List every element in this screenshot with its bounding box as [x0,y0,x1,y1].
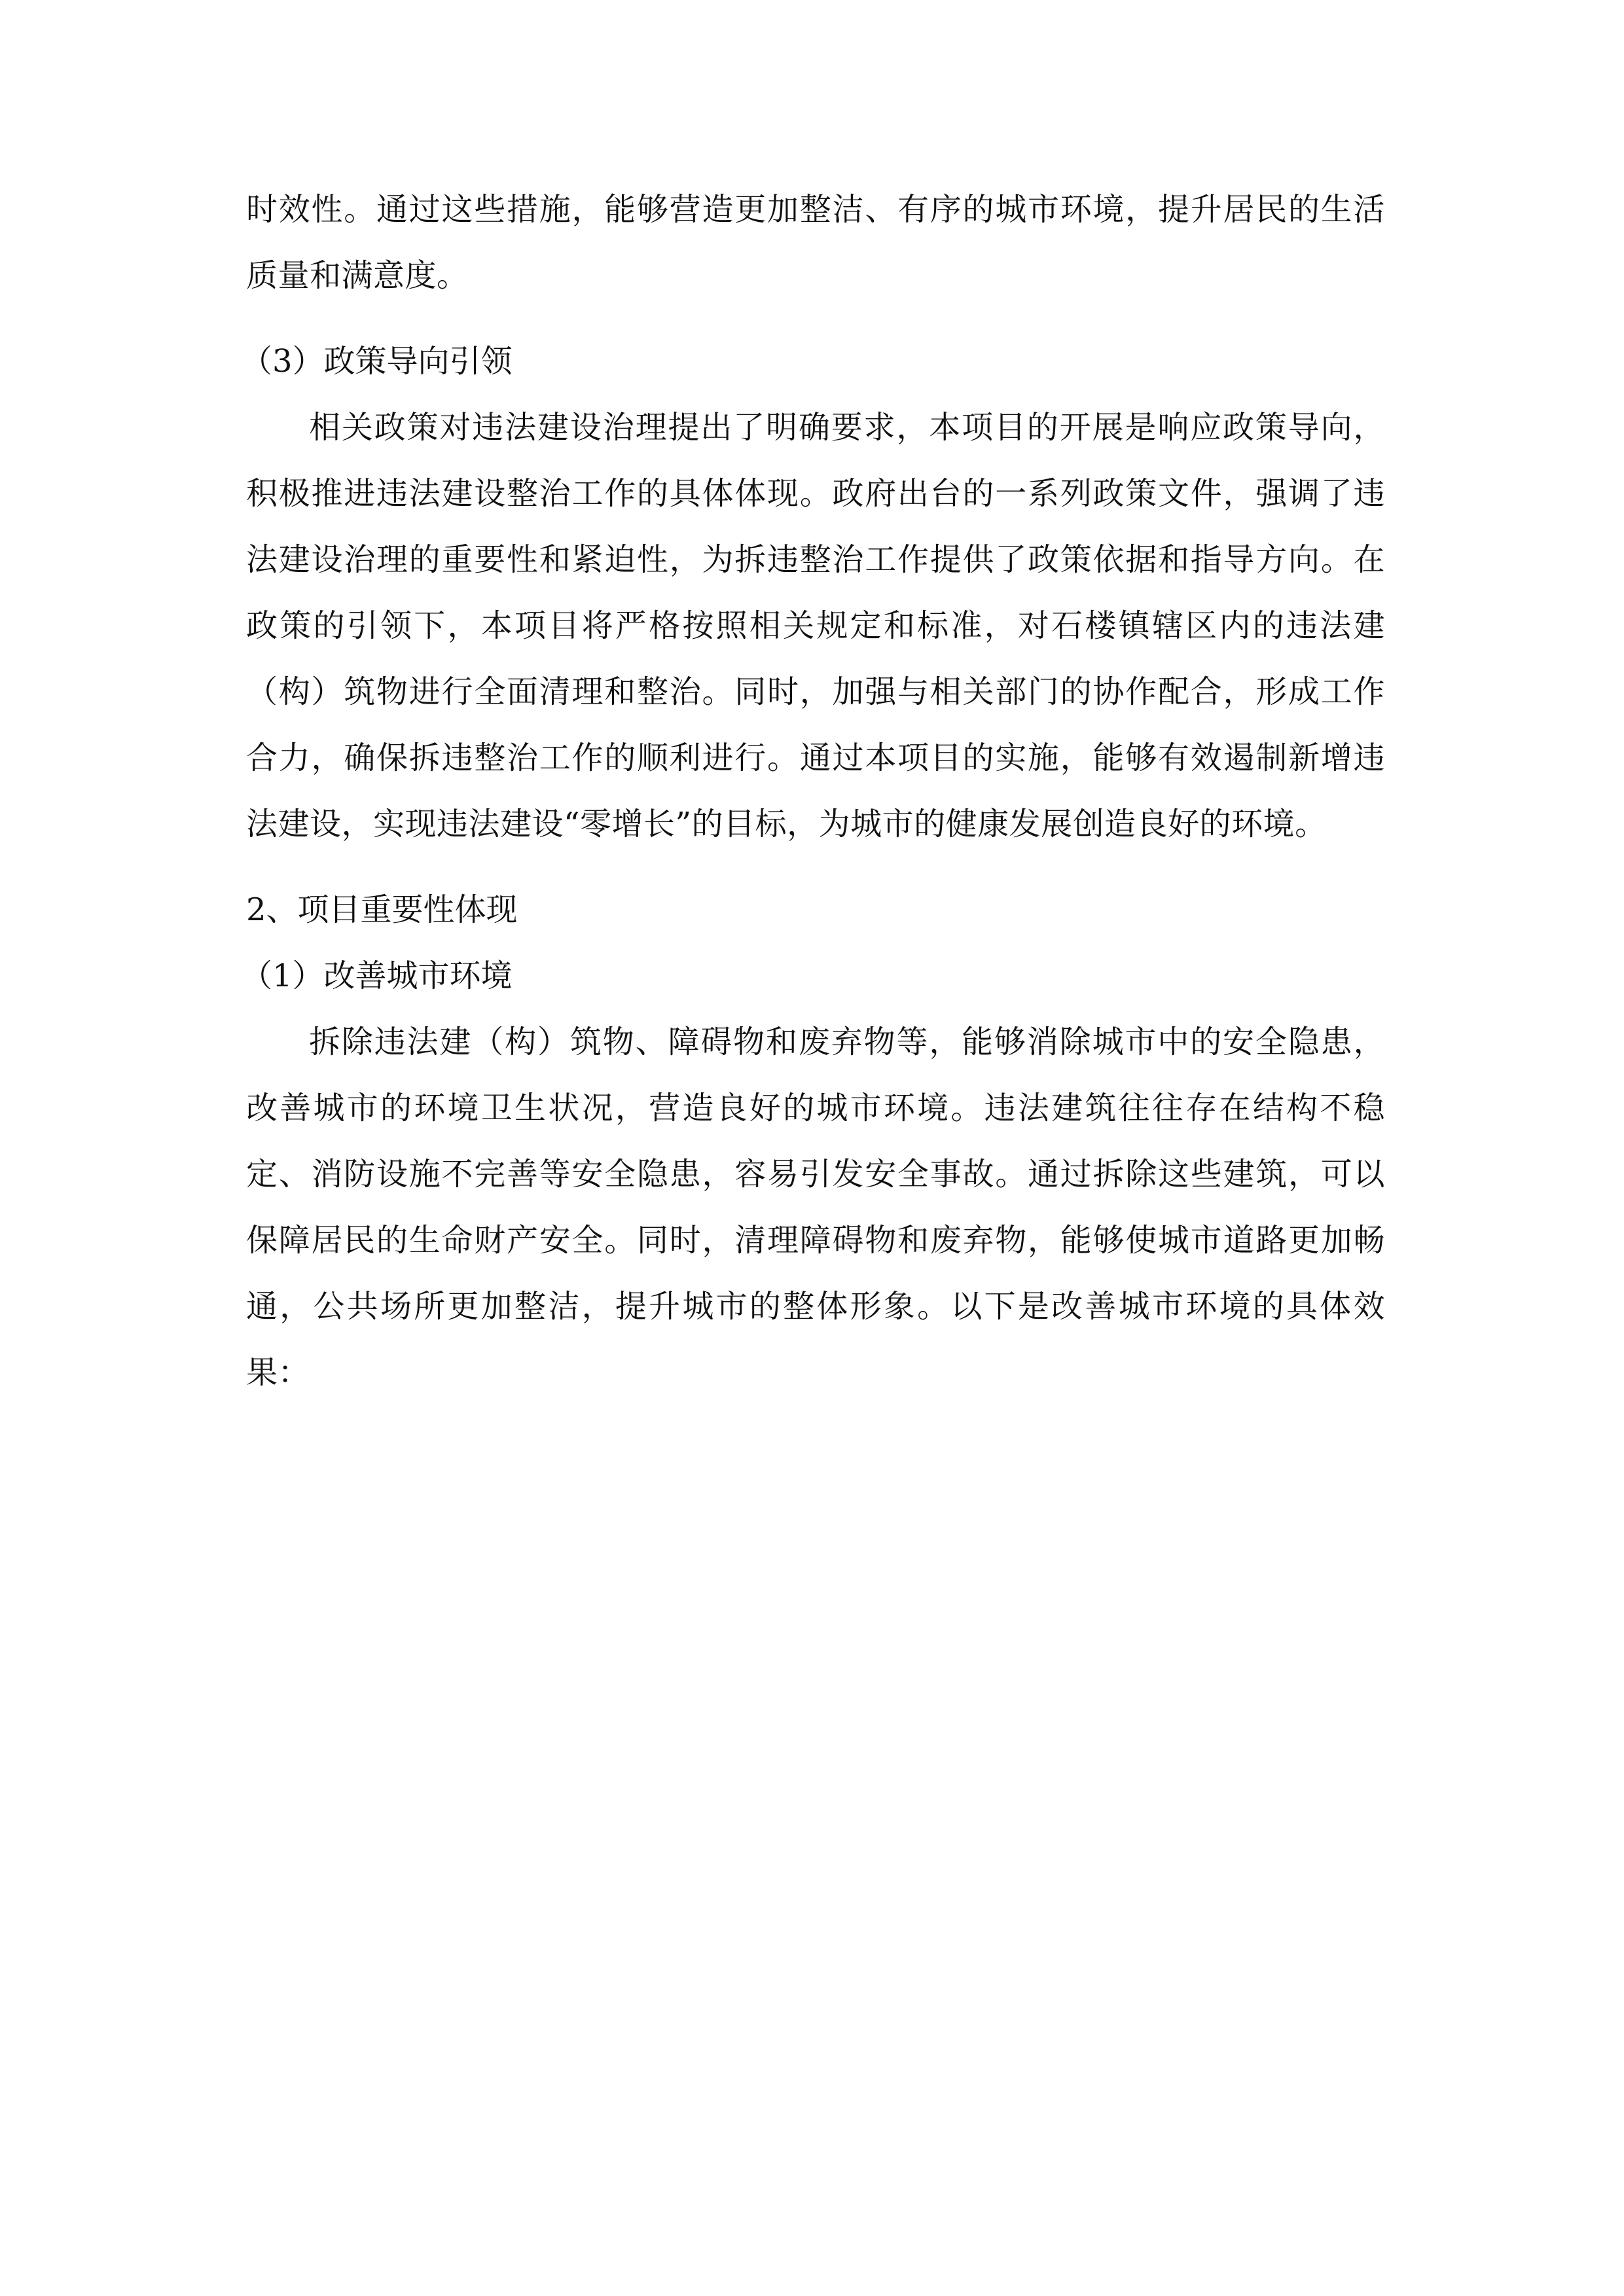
subheading-improve-environment: （1）改善城市环境 [241,958,513,994]
paragraph-continuation: 时效性。通过这些措施，能够营造更加整洁、有序的城市环境，提升居民的生活质量和满意度。 [246,191,1385,294]
paragraph-policy-guidance: 相关政策对违法建设治理提出了明确要求，本项目的开展是响应政策导向，积极推进违法建设整治工作的具体体现。政府出台的一系列政策文件，强调了违法建设治理的重要性和紧迫性，为拆违整治工作提供了政策依据和指导方向。在政策的引领下，本项目将严格按照相关规定和标准，对石楼镇辖区内的违法建（构）筑物进行全面清理和整治。同时，加强与相关部门的协作配合，形成工作合力，确保拆违整治工作的顺利进行。通过本项目的实施，能够有效遏制新增违法建设，实现违法建设“零增长”的目标，为城市的健康发展创造良好的环境。 [246,409,1385,842]
spacer [246,309,1385,329]
section-heading-importance: 2、项目重要性体现 [246,891,518,928]
spacer [246,857,1385,877]
page-content [241,177,1385,1406]
paragraph-improve-environment: 拆除违法建（构）筑物、障碍物和废弃物等，能够消除城市中的安全隐患，改善城市的环境卫生状况，营造良好的城市环境。违法建筑往往存在结构不稳定、消防设施不完善等安全隐患，容易引发安全事故。通过拆除这些建筑，可以保障居民的生命财产安全。同时，清理障碍物和废弃物，能够使城市道路更加畅通，公共场所更加整洁，提升城市的整体形象。以下是改善城市环境的具体效果： [246,1024,1385,1391]
subheading-policy-guidance: （3）政策导向引领 [241,343,513,380]
